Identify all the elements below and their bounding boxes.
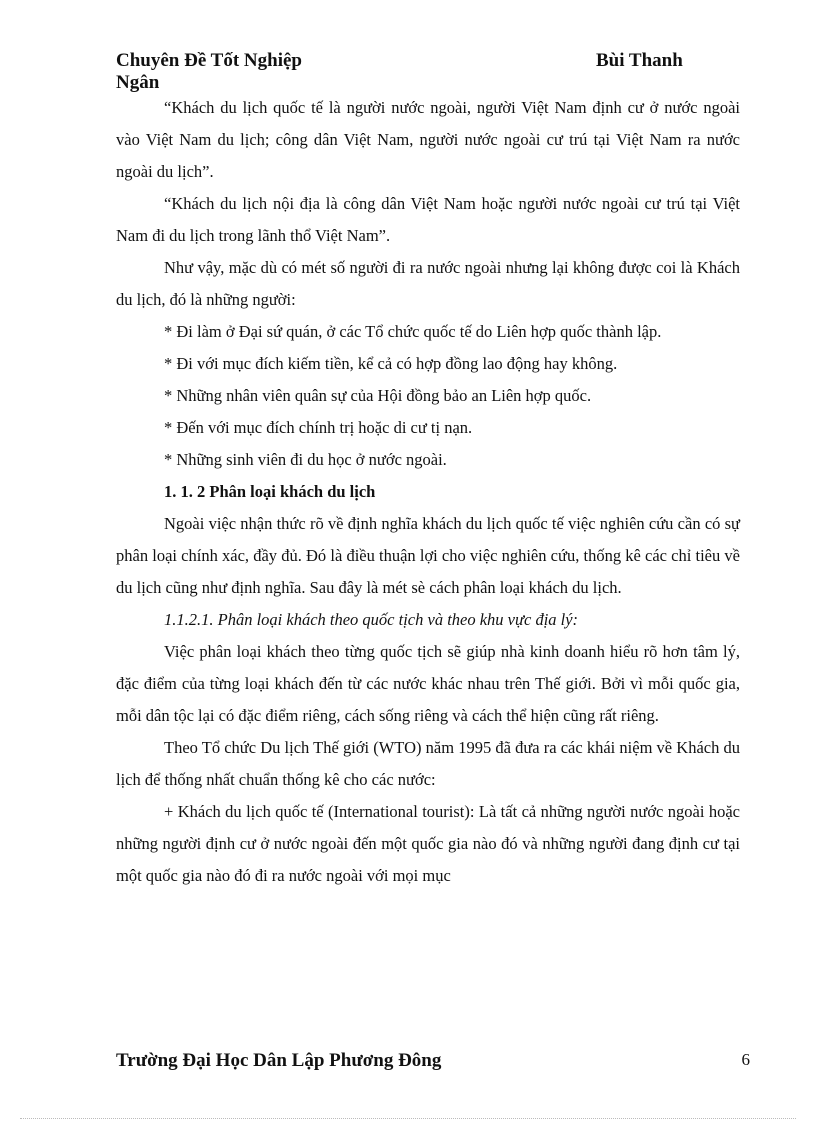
body-paragraph: “Khách du lịch nội địa là công dân Việt Nam hoặc người nước ngoài cư trú tại Việt Nam đi du lịch trong lãnh thổ Việt Nam”. [116,194,740,245]
header-author-name-continued: Ngân [116,72,160,93]
footer-school-name: Trường Đại Học Dân Lập Phương Đông [116,1050,442,1071]
body-paragraph: 1. 1. 2 Phân loại khách du lịch [164,482,376,501]
page-number: 6 [741,1050,750,1069]
body-paragraph: * Đi làm ở Đại sứ quán, ở các Tổ chức quốc tế do Liên hợp quốc thành lập. [164,322,662,341]
body-paragraph: + Khách du lịch quốc tế (International tourist): Là tất cả những người nước ngoài hoặc những người định cư ở nước ngoài đến một quốc gia nào đó và những người đang định cư tại một quốc gia nào đó đi ra nước ngoài với mọi mục [116,802,740,885]
body-paragraph: 1.1.2.1. Phân loại khách theo quốc tịch và theo khu vực địa lý: [164,610,579,629]
body-paragraph: * Đến với mục đích chính trị hoặc di cư tị nạn. [164,418,473,437]
body-paragraph: * Những nhân viên quân sự của Hội đồng bảo an Liên hợp quốc. [164,386,592,405]
page-footer [116,1050,750,1072]
body-paragraph: “Khách du lịch quốc tế là người nước ngoài, người Việt Nam định cư ở nước ngoài vào Việt Nam du lịch; công dân Việt Nam, người nước ngoài cư trú tại Việt Nam ra nước ngoài du lịch”. [116,98,740,181]
body-paragraph: * Những sinh viên đi du học ở nước ngoài. [164,450,447,469]
body-paragraph: Ngoài việc nhận thức rõ về định nghĩa khách du lịch quốc tế việc nghiên cứu cần có sự phân loại chính xác, đầy đủ. Đó là điều thuận lợi cho việc nghiên cứu, thống kê các chỉ tiêu về du lịch cũng như định nghĩa. Sau đây là mét sè cách phân loại khách du lịch. [116,514,740,597]
body-paragraph: * Đi với mục đích kiếm tiền, kể cả có hợp đồng lao động hay không. [164,354,618,373]
document-body [116,92,740,892]
header-author-name: Bùi Thanh [596,50,683,71]
header-thesis-title: Chuyên Đề Tốt Nghiệp [116,50,302,71]
body-paragraph: Theo Tổ chức Du lịch Thế giới (WTO) năm 1995 đã đưa ra các khái niệm về Khách du lịch để thống nhất chuẩn thống kê cho các nước: [116,738,740,789]
page-bottom-divider [20,1118,796,1119]
body-paragraph: Như vậy, mặc dù có mét số người đi ra nước ngoài nhưng lại không được coi là Khách du lịch, đó là những người: [116,258,740,309]
body-paragraph: Việc phân loại khách theo từng quốc tịch sẽ giúp nhà kinh doanh hiểu rõ hơn tâm lý, đặc điểm của từng loại khách đến từ các nước khác nhau trên Thế giới. Bởi vì mỗi quốc gia, mỗi dân tộc lại có đặc điểm riêng, cách sống riêng và cách thể hiện cũng rất riêng. [116,642,740,725]
